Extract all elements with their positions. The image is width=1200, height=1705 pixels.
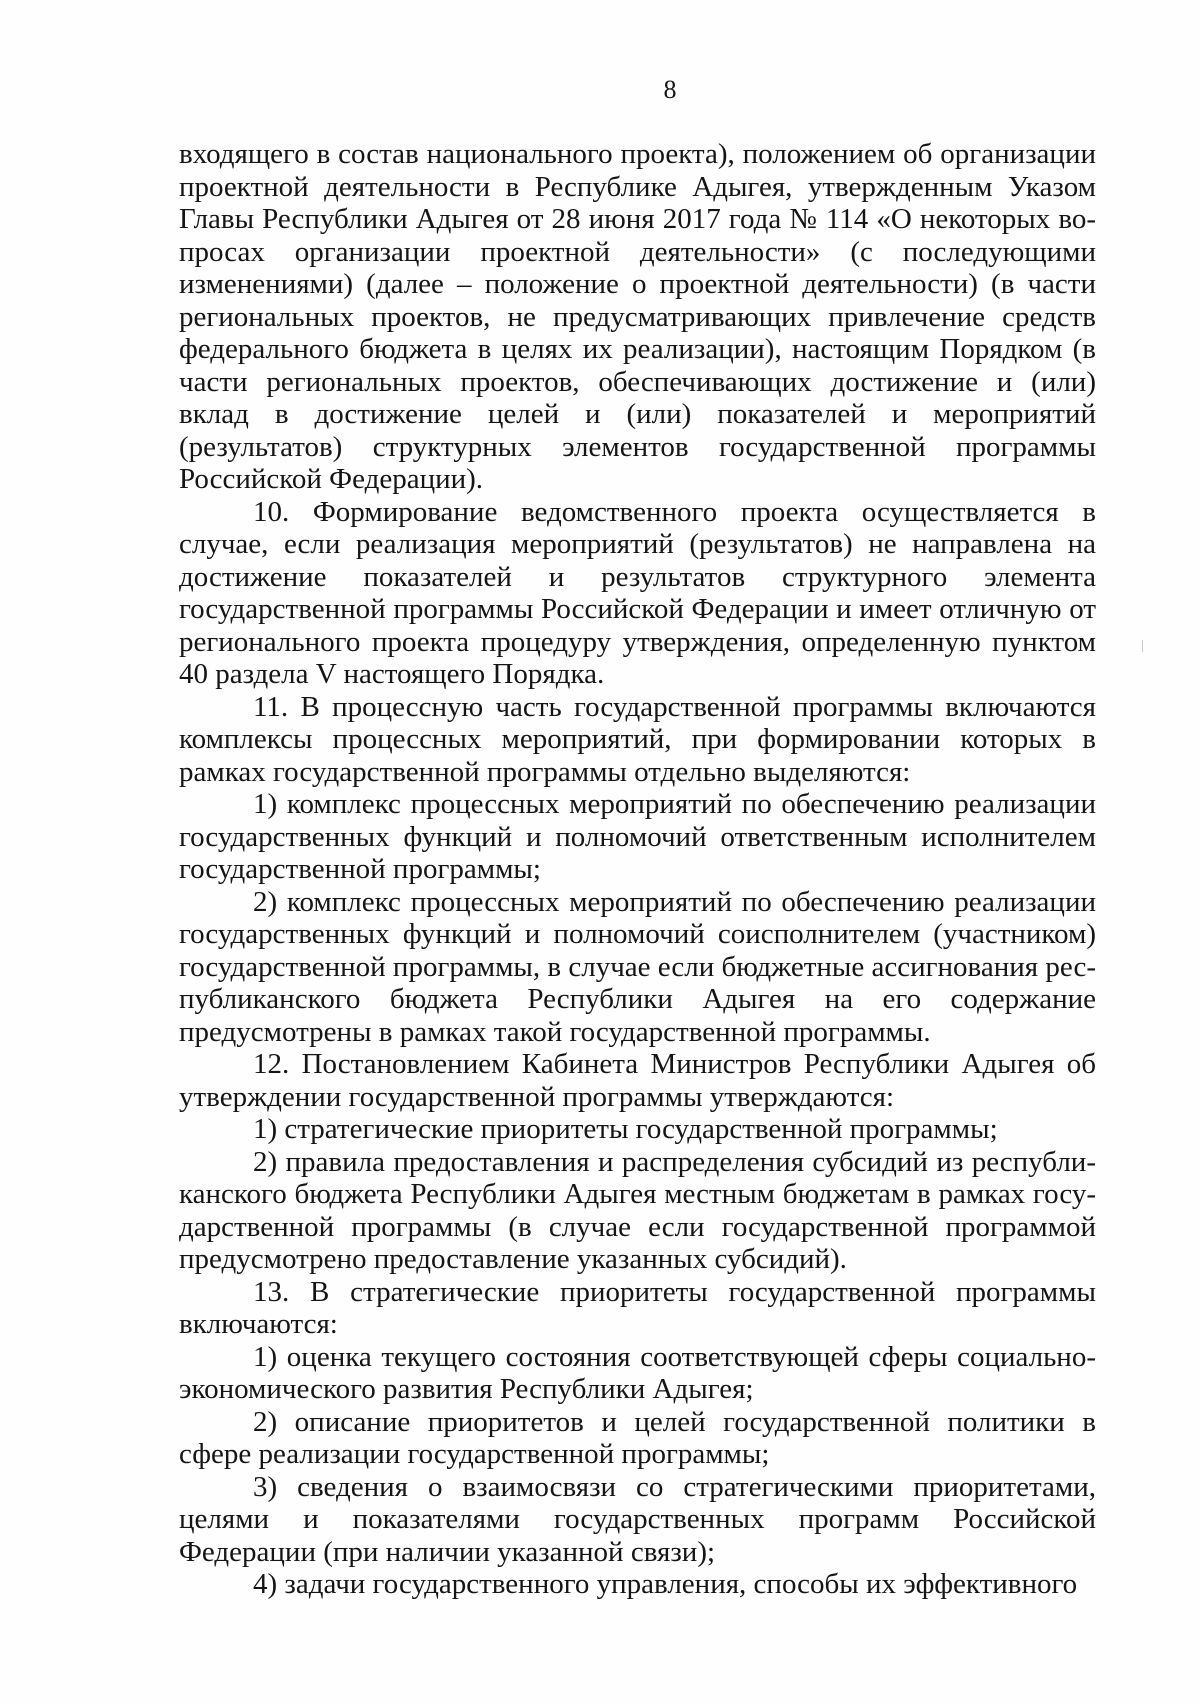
paragraph-item-13-4: 4) задачи государственного управления, способы их эффективного — [253, 1568, 1078, 1600]
page-number: 8 — [663, 75, 677, 104]
paragraph-item-13-3: 3) сведения о взаимосвязи со стратегическими приоритетами, целями и показателями государственных программ Российской Федерации (при наличии указанной связи); — [179, 1470, 1096, 1568]
scan-speck — [1142, 640, 1143, 652]
paragraph-item-12: 12. Постановлением Кабинета Министров Республики Адыгея об утверждении государственной программы утверждаются: — [179, 1048, 1096, 1113]
paragraph-item-11: 11. В процессную часть государственной программы включаются комплексы процессных мероприятий, при формировании которых в рамках государственной программы отдельно выделяются: — [179, 690, 1096, 788]
paragraph-item-13: 13. В стратегические приоритеты государственной программы включаются: — [179, 1275, 1096, 1340]
paragraph-item-10: 10. Формирование ведомственного проекта осуществляется в случае, если реализация мероприятий (результатов) не направлена на достижение показателей и результатов структурного элемента государственной программы Российской Федерации и имеет отличную от регионального проекта процедуру утверждения, определенную пунктом 40 раздела V настоящего Порядка. — [179, 495, 1096, 690]
paragraph-item-11-1: 1) комплекс процессных мероприятий по обеспечению реализации государственных функций и полномочий ответственным исполнителем государственной программы; — [179, 788, 1096, 885]
paragraph-item-12-2: 2) правила предоставления и распределения субсидий из республиканского бюджета Республики Адыгея местным бюджетам в рамках государственной программы (в случае если государственной программой предусмотрено предоставление указанных субсидий). — [179, 1145, 1096, 1275]
paragraph-item-11-2: 2) комплекс процессных мероприятий по обеспечению реализации государственных функций и полномочий соисполнителем (участником) государственной программы, в случае если бюджетные ассигнования республиканского бюджета Республики Адыгея на его содержание предусмотрены в рамках такой государственной программы. — [179, 885, 1096, 1048]
paragraph-continuation: входящего в состав национального проекта), положением об организации проектной деятельности в Республике Адыгея, утвержденным Указом Главы Республики Адыгея от 28 июня 2017 года № 114 «О некоторых вопросах организации проектной деятельности» (с последующими изменениями) (далее – положение о проектной деятельности) (в части региональных проектов, не предусматривающих привлечение средств федерального бюджета в целях их реализации), настоящим Порядком (в части региональных проектов, обеспечивающих достижение и (или) вклад в достижение целей и (или) показателей и мероприятий (результатов) структурных элементов государственной программы Российской Федерации). — [179, 138, 1096, 495]
paragraph-item-13-1: 1) оценка текущего состояния соответствующей сферы социально-экономического развития Республики Адыгея; — [179, 1340, 1096, 1405]
document-body — [179, 138, 1096, 1601]
paragraph-item-12-1: 1) стратегические приоритеты государственной программы; — [253, 1113, 998, 1145]
paragraph-item-13-2: 2) описание приоритетов и целей государственной политики в сфере реализации государственной программы; — [179, 1405, 1096, 1470]
